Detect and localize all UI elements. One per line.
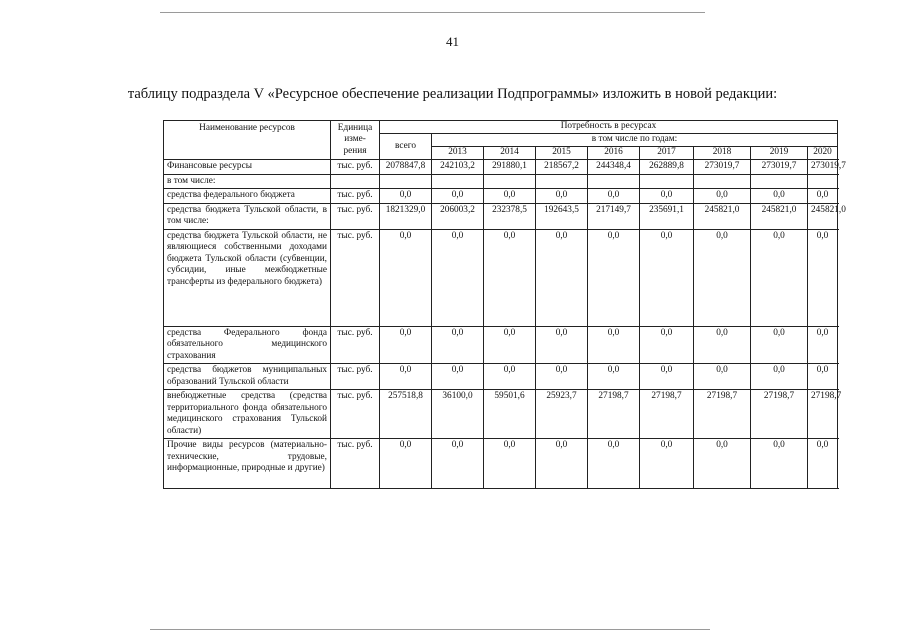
resource-name: средства бюджетов муниципальных образований Тульской области <box>164 364 331 390</box>
year-value-cell: 0,0 <box>588 229 640 326</box>
year-value-cell: 0,0 <box>484 326 536 364</box>
resource-name: средства бюджета Тульской области, не являющиеся собственными доходами бюджета Тульской области (субвенции, субсидии, иные межбюджетные трансферты из федерального бюджета) <box>164 229 331 326</box>
year-value-cell: 27198,7 <box>694 390 751 439</box>
year-value-cell: 0,0 <box>432 189 484 204</box>
year-value-cell <box>484 174 536 189</box>
total-cell: 0,0 <box>380 439 432 489</box>
year-value-cell: 25923,7 <box>536 390 588 439</box>
total-cell: 1821329,0 <box>380 203 432 229</box>
table-row <box>164 189 838 204</box>
table-row <box>164 364 838 390</box>
year-value-cell <box>751 174 808 189</box>
year-value-cell: 232378,5 <box>484 203 536 229</box>
total-cell: 257518,8 <box>380 390 432 439</box>
year-value-cell: 0,0 <box>484 364 536 390</box>
total-cell: 0,0 <box>380 364 432 390</box>
year-value-cell <box>588 174 640 189</box>
header-need: Потребность в ресурсах <box>380 121 838 134</box>
year-value-cell: 0,0 <box>694 229 751 326</box>
year-value-cell: 192643,5 <box>536 203 588 229</box>
unit-cell: тыс. руб. <box>331 189 380 204</box>
total-cell: 0,0 <box>380 189 432 204</box>
total-cell <box>380 174 432 189</box>
bottom-rule <box>150 629 710 630</box>
header-year: 2019 <box>751 147 808 160</box>
year-value-cell: 0,0 <box>751 229 808 326</box>
year-value-cell: 0,0 <box>751 364 808 390</box>
year-value-cell: 27198,7 <box>751 390 808 439</box>
year-value-cell: 0,0 <box>432 326 484 364</box>
unit-cell: тыс. руб. <box>331 203 380 229</box>
year-value-cell: 0,0 <box>640 189 694 204</box>
year-value-cell: 0,0 <box>694 364 751 390</box>
total-cell: 0,0 <box>380 229 432 326</box>
year-value-cell: 206003,2 <box>432 203 484 229</box>
year-value-cell: 27198,7 <box>640 390 694 439</box>
header-year: 2015 <box>536 147 588 160</box>
year-value-cell: 0,0 <box>694 189 751 204</box>
year-value-cell: 0,0 <box>751 439 808 489</box>
header-year: 2013 <box>432 147 484 160</box>
table-row <box>164 439 838 489</box>
resource-name: Прочие виды ресурсов (материально-технические, трудовые, информационные, природные и другие) <box>164 439 331 489</box>
header-year: 2020 <box>808 147 838 160</box>
year-value-cell <box>536 174 588 189</box>
resource-name: в том числе: <box>164 174 331 189</box>
year-value-cell: 273019,7 <box>751 160 808 175</box>
year-value-cell: 0,0 <box>536 189 588 204</box>
header-year: 2014 <box>484 147 536 160</box>
year-value-cell: 0,0 <box>640 364 694 390</box>
header-year: 2018 <box>694 147 751 160</box>
table-row <box>164 326 838 364</box>
header-by-years: в том числе по годам: <box>432 134 838 147</box>
year-value-cell: 0,0 <box>536 229 588 326</box>
unit-cell: тыс. руб. <box>331 364 380 390</box>
year-value-cell: 0,0 <box>432 229 484 326</box>
year-value-cell <box>694 174 751 189</box>
year-value-cell <box>640 174 694 189</box>
header-year: 2016 <box>588 147 640 160</box>
year-value-cell: 0,0 <box>808 439 838 489</box>
year-value-cell: 235691,1 <box>640 203 694 229</box>
unit-cell: тыс. руб. <box>331 439 380 489</box>
year-value-cell: 0,0 <box>694 439 751 489</box>
year-value-cell: 0,0 <box>808 326 838 364</box>
year-value-cell: 244348,4 <box>588 160 640 175</box>
year-value-cell: 0,0 <box>484 439 536 489</box>
year-value-cell: 0,0 <box>808 229 838 326</box>
table-row <box>164 390 838 439</box>
year-value-cell: 0,0 <box>536 326 588 364</box>
resource-name: внебюджетные средства (средства территориального фонда обязательного медицинского страхования Тульской области) <box>164 390 331 439</box>
year-value-cell: 0,0 <box>694 326 751 364</box>
year-value-cell: 0,0 <box>484 229 536 326</box>
table-row <box>164 160 838 175</box>
year-value-cell: 0,0 <box>588 364 640 390</box>
year-value-cell: 0,0 <box>751 326 808 364</box>
year-value-cell: 0,0 <box>588 439 640 489</box>
unit-cell: тыс. руб. <box>331 160 380 175</box>
year-value-cell <box>432 174 484 189</box>
intro-text: таблицу подраздела V «Ресурсное обеспечение реализации Подпрограммы» изложить в новой редакции: <box>127 86 778 102</box>
total-cell: 2078847,8 <box>380 160 432 175</box>
year-value-cell: 245821,0 <box>808 203 838 229</box>
year-value-cell: 273019,7 <box>808 160 838 175</box>
total-cell: 0,0 <box>380 326 432 364</box>
year-value-cell: 218567,2 <box>536 160 588 175</box>
year-value-cell: 59501,6 <box>484 390 536 439</box>
year-value-cell: 36100,0 <box>432 390 484 439</box>
table-row <box>164 174 838 189</box>
top-rule <box>160 12 705 13</box>
table-body <box>164 160 846 489</box>
header-name: Наименование ресурсов <box>164 121 331 160</box>
year-value-cell: 0,0 <box>536 364 588 390</box>
year-value-cell: 0,0 <box>432 439 484 489</box>
year-value-cell: 245821,0 <box>751 203 808 229</box>
year-value-cell: 27198,7 <box>588 390 640 439</box>
year-value-cell: 245821,0 <box>694 203 751 229</box>
year-value-cell: 291880,1 <box>484 160 536 175</box>
header-unit: Единица изме-рения <box>331 121 380 160</box>
unit-cell: тыс. руб. <box>331 390 380 439</box>
year-value-cell: 217149,7 <box>588 203 640 229</box>
year-value-cell: 0,0 <box>640 326 694 364</box>
year-value-cell <box>808 174 838 189</box>
table-row <box>164 229 838 326</box>
resource-name: средства бюджета Тульской области, в том числе: <box>164 203 331 229</box>
year-value-cell: 0,0 <box>808 364 838 390</box>
header-total: всего <box>380 134 432 160</box>
year-value-cell: 273019,7 <box>694 160 751 175</box>
unit-cell <box>331 174 380 189</box>
year-value-cell: 0,0 <box>751 189 808 204</box>
resource-name: Финансовые ресурсы <box>164 160 331 175</box>
resource-name: средства Федерального фонда обязательного медицинского страхования <box>164 326 331 364</box>
year-value-cell: 0,0 <box>536 439 588 489</box>
table-row <box>164 203 838 229</box>
table-header <box>164 121 838 160</box>
year-value-cell: 0,0 <box>640 439 694 489</box>
year-value-cell: 27198,7 <box>808 390 838 439</box>
year-value-cell: 242103,2 <box>432 160 484 175</box>
year-value-cell: 0,0 <box>484 189 536 204</box>
unit-cell: тыс. руб. <box>331 326 380 364</box>
year-value-cell: 0,0 <box>588 189 640 204</box>
page-number: 41 <box>446 34 459 49</box>
unit-cell: тыс. руб. <box>331 229 380 326</box>
year-value-cell: 0,0 <box>588 326 640 364</box>
year-value-cell: 0,0 <box>808 189 838 204</box>
header-year: 2017 <box>640 147 694 160</box>
resource-name: средства федерального бюджета <box>164 189 331 204</box>
year-value-cell: 0,0 <box>640 229 694 326</box>
resources-table <box>163 120 846 489</box>
year-value-cell: 262889,8 <box>640 160 694 175</box>
year-value-cell: 0,0 <box>432 364 484 390</box>
